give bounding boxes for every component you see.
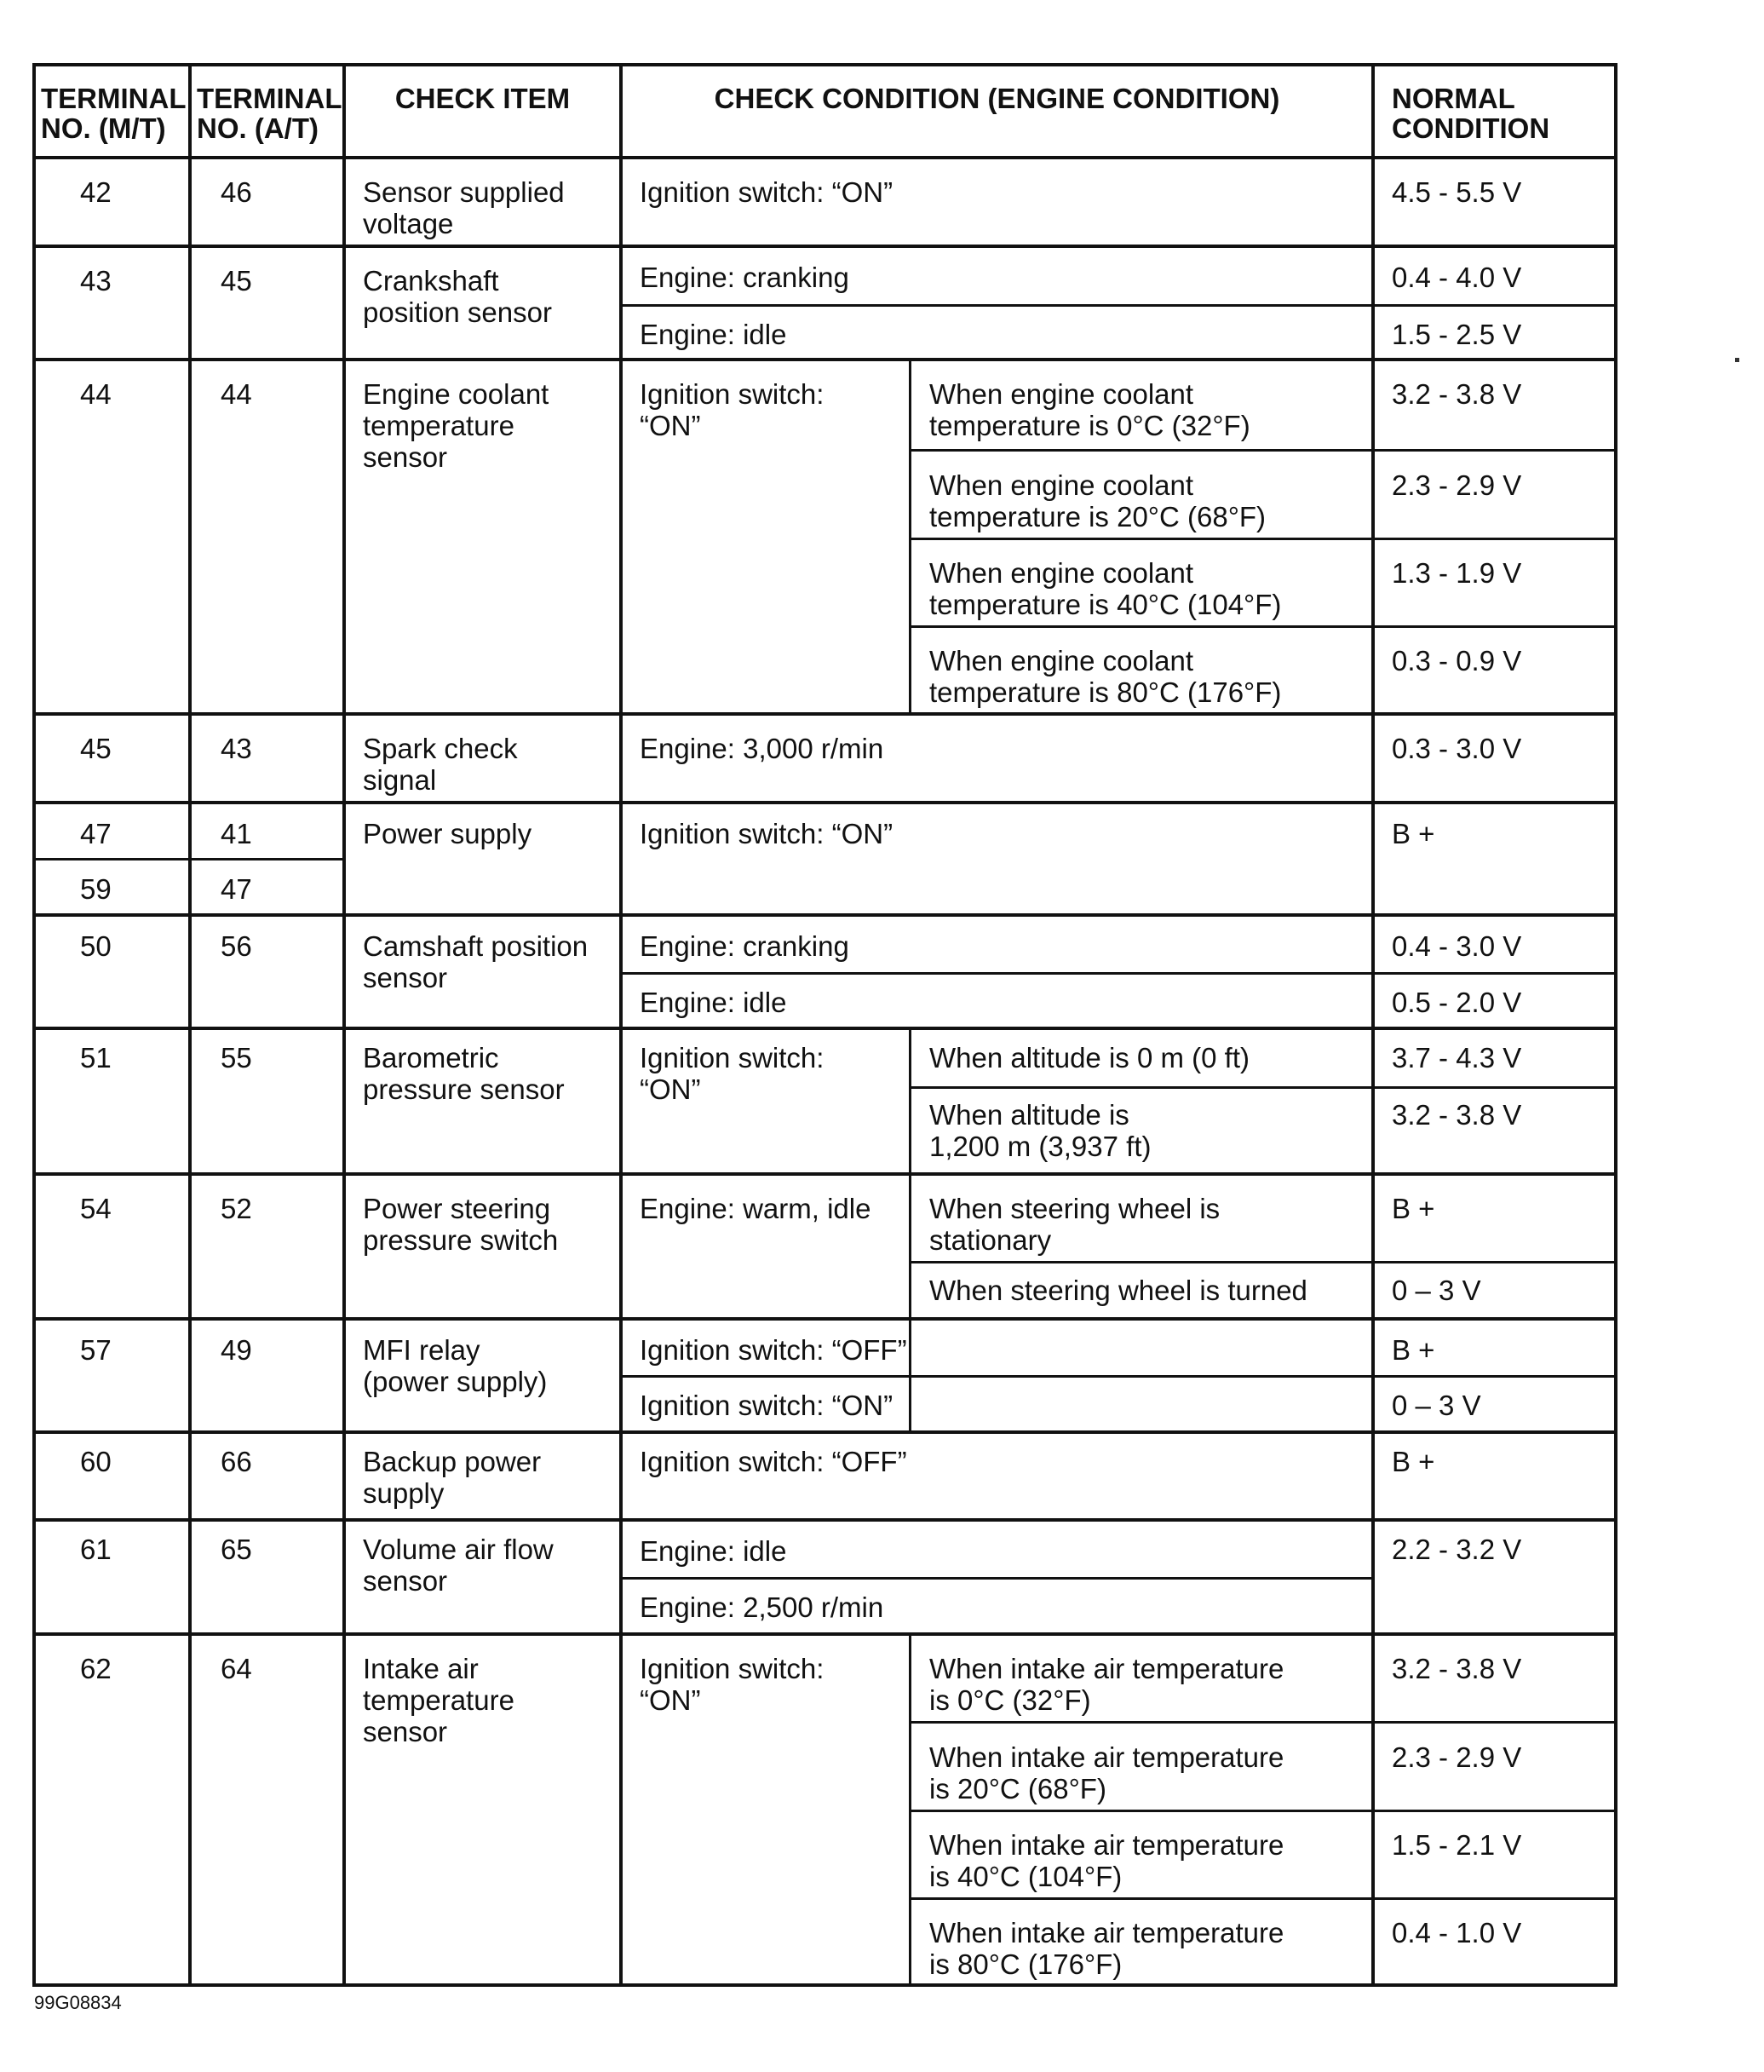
- check-item: Spark check signal: [363, 733, 518, 796]
- sub-condition: When engine coolant temperature is 80°C (176°F): [929, 645, 1282, 708]
- normal-condition: 2.3 - 2.9 V: [1392, 1741, 1522, 1773]
- check-item: Crankshaft position sensor: [363, 265, 552, 328]
- normal-condition: 3.7 - 4.3 V: [1392, 1042, 1522, 1073]
- normal-condition: B +: [1392, 1193, 1435, 1224]
- row-divider: [32, 913, 1617, 917]
- check-condition: Engine: 3,000 r/min: [640, 733, 884, 764]
- normal-condition: 3.2 - 3.8 V: [1392, 378, 1522, 410]
- terminal-mt: 62: [80, 1653, 112, 1684]
- terminal-mt: 54: [80, 1193, 112, 1224]
- terminal-mt: 44: [80, 378, 112, 410]
- terminal-mt: 61: [80, 1534, 112, 1565]
- row-divider: [32, 1430, 1617, 1434]
- column-divider: [188, 63, 192, 1987]
- check-condition: Engine: cranking: [640, 262, 849, 293]
- normal-condition: B +: [1392, 1446, 1435, 1477]
- normal-condition: 4.5 - 5.5 V: [1392, 176, 1522, 208]
- terminal-at: 45: [221, 265, 252, 296]
- sub-column-divider: [909, 1027, 911, 1434]
- row-divider: [32, 712, 1617, 716]
- sub-condition: When intake air temperature is 80°C (176°F): [929, 1917, 1284, 1980]
- normal-condition: 0.5 - 2.0 V: [1392, 987, 1522, 1018]
- sub-condition: When engine coolant temperature is 20°C (68°F): [929, 469, 1267, 532]
- normal-condition: 0.4 - 4.0 V: [1392, 262, 1522, 293]
- terminal-mt: 57: [80, 1334, 112, 1366]
- check-item: Volume air flow sensor: [363, 1534, 554, 1597]
- terminal-at: 66: [221, 1446, 252, 1477]
- check-condition: Ignition switch: “ON”: [640, 378, 825, 441]
- normal-condition: 0.4 - 1.0 V: [1392, 1917, 1522, 1948]
- sub-row-divider: [911, 449, 1617, 452]
- check-item: Camshaft position sensor: [363, 930, 589, 993]
- figure-id: 99G08834: [34, 1992, 122, 2013]
- normal-condition: 2.2 - 3.2 V: [1392, 1534, 1522, 1565]
- row-divider: [32, 245, 1617, 248]
- sub-condition: When intake air temperature is 40°C (104°F): [929, 1829, 1284, 1892]
- sub-condition: When steering wheel is stationary: [929, 1193, 1221, 1256]
- stray-dot: [1735, 358, 1739, 362]
- check-condition: Engine: idle: [640, 319, 787, 350]
- terminal-at: 56: [221, 930, 252, 962]
- check-condition: Engine: 2,500 r/min: [640, 1591, 884, 1623]
- check-condition: Ignition switch: “ON”: [640, 1042, 825, 1105]
- check-condition: Ignition switch: “ON”: [640, 818, 893, 849]
- check-condition: Ignition switch: “ON”: [640, 1653, 825, 1716]
- check-item: Power steering pressure switch: [363, 1193, 559, 1256]
- check-condition: Engine: cranking: [640, 930, 849, 962]
- terminal-at: 65: [221, 1534, 252, 1565]
- check-condition: Ignition switch: “ON”: [640, 176, 893, 208]
- check-condition: Engine: idle: [640, 1535, 787, 1567]
- column-divider: [1371, 63, 1375, 1987]
- sub-row-divider: [911, 1721, 1617, 1724]
- sub-row-divider: [621, 1577, 1373, 1580]
- normal-condition: 3.2 - 3.8 V: [1392, 1653, 1522, 1684]
- row-divider: [32, 358, 1617, 361]
- terminal-mt: 50: [80, 930, 112, 962]
- terminal-mt: 60: [80, 1446, 112, 1477]
- header-check-item: CHECK ITEM: [394, 83, 571, 114]
- terminal-at: 64: [221, 1653, 252, 1684]
- row-divider: [32, 1027, 1617, 1030]
- sub-row-divider: [911, 1086, 1617, 1089]
- check-item: Sensor supplied voltage: [363, 176, 565, 239]
- sub-row-divider: [621, 304, 1617, 307]
- check-item: MFI relay (power supply): [363, 1334, 548, 1397]
- normal-condition: 2.3 - 2.9 V: [1392, 469, 1522, 501]
- check-item: Barometric pressure sensor: [363, 1042, 565, 1105]
- terminal-mt: 51: [80, 1042, 112, 1073]
- sub-row-divider: [911, 625, 1617, 628]
- sub-row-divider: [911, 1810, 1617, 1812]
- header-normal-condition: NORMAL CONDITION: [1392, 83, 1550, 144]
- normal-condition: 0.3 - 0.9 V: [1392, 645, 1522, 676]
- terminal-mt: 59: [80, 873, 112, 905]
- sub-column-divider: [909, 358, 911, 716]
- normal-condition: 0 – 3 V: [1392, 1275, 1481, 1306]
- normal-condition: 0.3 - 3.0 V: [1392, 733, 1522, 764]
- normal-condition: 1.5 - 2.5 V: [1392, 319, 1522, 350]
- check-condition: Engine: idle: [640, 987, 787, 1018]
- header-terminal-at: TERMINAL NO. (A/T): [197, 83, 342, 144]
- terminal-at: 52: [221, 1193, 252, 1224]
- sub-row-divider: [621, 972, 1617, 975]
- normal-condition: 3.2 - 3.8 V: [1392, 1099, 1522, 1131]
- header-divider: [32, 156, 1617, 159]
- terminal-mt: 42: [80, 176, 112, 208]
- sub-row-divider: [911, 538, 1617, 540]
- terminal-at: 44: [221, 378, 252, 410]
- terminal-at: 41: [221, 818, 252, 849]
- normal-condition: 1.3 - 1.9 V: [1392, 557, 1522, 589]
- table-border-top: [32, 63, 1617, 66]
- terminal-at: 46: [221, 176, 252, 208]
- row-divider: [32, 1518, 1617, 1522]
- header-check-condition: CHECK CONDITION (ENGINE CONDITION): [714, 83, 1280, 114]
- table-border-bottom: [32, 1983, 1617, 1987]
- sub-condition: When altitude is 1,200 m (3,937 ft): [929, 1099, 1152, 1162]
- sub-row-divider: [911, 1897, 1617, 1900]
- sub-row-divider: [621, 1375, 1617, 1378]
- sub-condition: When intake air temperature is 0°C (32°F): [929, 1653, 1284, 1716]
- normal-condition: 0.4 - 3.0 V: [1392, 930, 1522, 962]
- check-item: Power supply: [363, 818, 532, 849]
- terminal-at: 47: [221, 873, 252, 905]
- terminal-at: 55: [221, 1042, 252, 1073]
- normal-condition: B +: [1392, 818, 1435, 849]
- sub-condition: When altitude is 0 m (0 ft): [929, 1042, 1250, 1073]
- normal-condition: 0 – 3 V: [1392, 1390, 1481, 1421]
- sub-condition: When steering wheel is turned: [929, 1275, 1307, 1306]
- terminal-at: 49: [221, 1334, 252, 1366]
- row-divider: [32, 1172, 1617, 1176]
- sub-condition: When intake air temperature is 20°C (68°F): [929, 1741, 1284, 1804]
- normal-condition: B +: [1392, 1334, 1435, 1366]
- terminal-mt: 47: [80, 818, 112, 849]
- sub-condition: When engine coolant temperature is 0°C (32°F): [929, 378, 1250, 441]
- normal-condition: 1.5 - 2.1 V: [1392, 1829, 1522, 1861]
- terminal-at: 43: [221, 733, 252, 764]
- row-divider: [32, 1632, 1617, 1636]
- check-condition: Ignition switch: “OFF”: [640, 1446, 907, 1477]
- check-condition: Ignition switch: “ON”: [640, 1390, 893, 1421]
- column-divider: [342, 63, 346, 1987]
- table-border-left: [32, 63, 36, 1987]
- sub-column-divider: [909, 1632, 911, 1985]
- check-condition: Engine: warm, idle: [640, 1193, 871, 1224]
- header-terminal-mt: TERMINAL NO. (M/T): [41, 83, 187, 144]
- row-divider: [32, 1317, 1617, 1321]
- check-condition: Ignition switch: “OFF”: [640, 1334, 907, 1366]
- sub-row-divider: [911, 1261, 1617, 1263]
- terminal-mt: 43: [80, 265, 112, 296]
- check-item: Backup power supply: [363, 1446, 542, 1509]
- sub-condition: When engine coolant temperature is 40°C (104°F): [929, 557, 1282, 620]
- table-border-right: [1614, 63, 1617, 1987]
- column-divider: [619, 63, 623, 1987]
- terminal-mt: 45: [80, 733, 112, 764]
- check-item: Engine coolant temperature sensor: [363, 378, 549, 473]
- check-item: Intake air temperature sensor: [363, 1653, 514, 1747]
- row-divider: [32, 801, 1617, 804]
